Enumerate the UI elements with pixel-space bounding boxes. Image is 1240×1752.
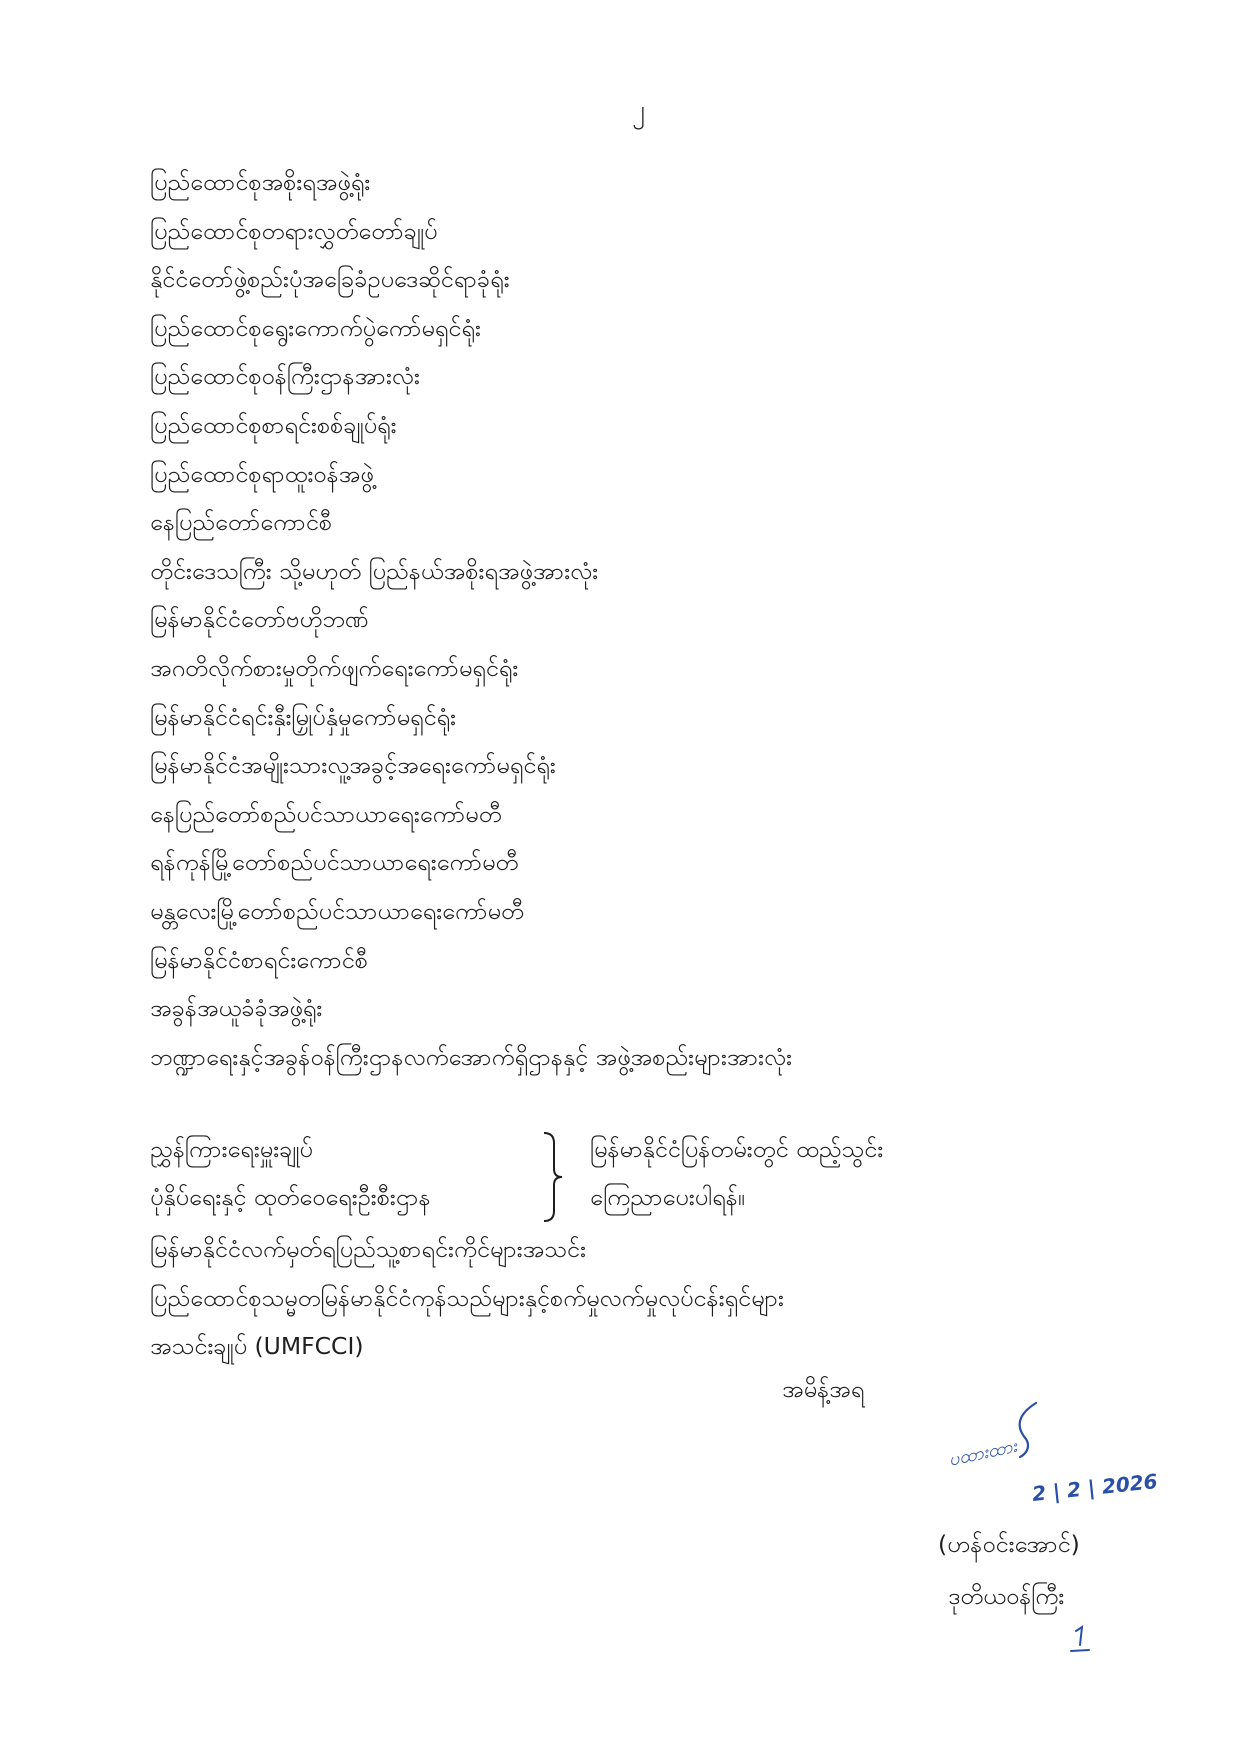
- brace-right-line: ကြေညာပေးပါရန်။: [590, 1183, 745, 1211]
- page-number: ၂: [632, 95, 645, 125]
- recipient-item: မန္တလေးမြို့တော်စည်ပင်သာယာရေးကော်မတီ: [150, 896, 524, 925]
- recipient-item: နေပြည်တော်ကောင်စီ: [150, 508, 332, 537]
- recipient-item: ပြည်ထောင်စုအစိုးရအဖွဲ့ရုံး: [150, 168, 371, 196]
- recipient-item: ပြည်ထောင်စုရွေးကောက်ပွဲကော်မရှင်ရုံး: [150, 313, 481, 342]
- by-order-line: အမိန့်အရ: [782, 1375, 865, 1403]
- recipient-item: အသင်းချုပ် (UMFCCI): [150, 1332, 364, 1361]
- handwritten-date: 2 | 2 | 2026: [1030, 1468, 1159, 1507]
- recipient-item: ပြည်ထောင်စုစာရင်းစစ်ချုပ်ရုံး: [150, 410, 397, 439]
- recipient-item: အဂတိလိုက်စားမှုတိုက်ဖျက်ရေးကော်မရှင်ရုံး: [150, 653, 519, 682]
- handwritten-initial: ပထားထား: [946, 1435, 1019, 1471]
- recipient-list-continued: [150, 1225, 784, 1371]
- recipient-item: မြန်မာနိုင်ငံရင်းနှီးမြှုပ်နှံမှုကော်မရှင်ရုံး: [150, 702, 456, 731]
- recipient-item: မြန်မာနိုင်ငံစာရင်းကောင်စီ: [150, 945, 368, 974]
- recipient-item: တိုင်းဒေသကြီး သို့မဟုတ် ပြည်နယ်အစိုးရအဖွဲ့အားလုံး: [150, 556, 599, 585]
- handwritten-tick-icon: [1068, 1625, 1092, 1655]
- recipient-item: ပြည်ထောင်စုဝန်ကြီးဌာနအားလုံး: [150, 362, 420, 391]
- recipient-item: မြန်မာနိုင်ငံလက်မှတ်ရပြည်သူ့စာရင်းကိုင်များအသင်း: [150, 1235, 586, 1263]
- recipient-item: ဘဏ္ဍာရေးနှင့်အခွန်ဝန်ကြီးဌာနလက်အောက်ရှိဌာနနှင့် အဖွဲ့အစည်းများအားလုံး: [150, 1042, 792, 1071]
- recipient-item: အခွန်အယူခံခုံအဖွဲ့ရုံး: [150, 994, 323, 1023]
- recipient-list: [150, 158, 792, 1081]
- brace-left-line: ပုံနှိပ်ရေးနှင့် ထုတ်ဝေရေးဦးစီးဌာန: [150, 1183, 431, 1211]
- brace-left-line: ညွှန်ကြားရေးမှူးချုပ်: [150, 1135, 313, 1163]
- signer-name: (ဟန်ဝင်းအောင်): [938, 1530, 1080, 1558]
- right-brace-icon: [538, 1131, 568, 1223]
- gazette-instruction-block: [150, 1125, 1000, 1225]
- recipient-item: နိုင်ငံတော်ဖွဲ့စည်းပုံအခြေခံဥပဒေဆိုင်ရာခုံရုံး: [150, 265, 510, 294]
- signer-title: ဒုတိယဝန်ကြီး: [948, 1582, 1065, 1610]
- recipient-item: မြန်မာနိုင်ငံအမျိုးသားလူ့အခွင့်အရေးကော်မရှင်ရုံး: [150, 751, 556, 780]
- recipient-item: ပြည်ထောင်စုရာထူးဝန်အဖွဲ့: [150, 459, 374, 488]
- recipient-item: မြန်မာနိုင်ငံတော်ဗဟိုဘဏ်: [150, 605, 369, 634]
- recipient-item: ပြည်ထောင်စုသမ္မတမြန်မာနိုင်ငံကုန်သည်များနှင့်စက်မှုလက်မှုလုပ်ငန်းရှင်များ: [150, 1283, 784, 1312]
- recipient-item: ပြည်ထောင်စုတရားလွှတ်တော်ချုပ်: [150, 216, 438, 245]
- recipient-item: ရန်ကုန်မြို့တော်စည်ပင်သာယာရေးကော်မတီ: [150, 848, 519, 877]
- brace-right-line: မြန်မာနိုင်ငံပြန်တမ်းတွင် ထည့်သွင်း: [590, 1135, 884, 1163]
- recipient-item: နေပြည်တော်စည်ပင်သာယာရေးကော်မတီ: [150, 799, 502, 828]
